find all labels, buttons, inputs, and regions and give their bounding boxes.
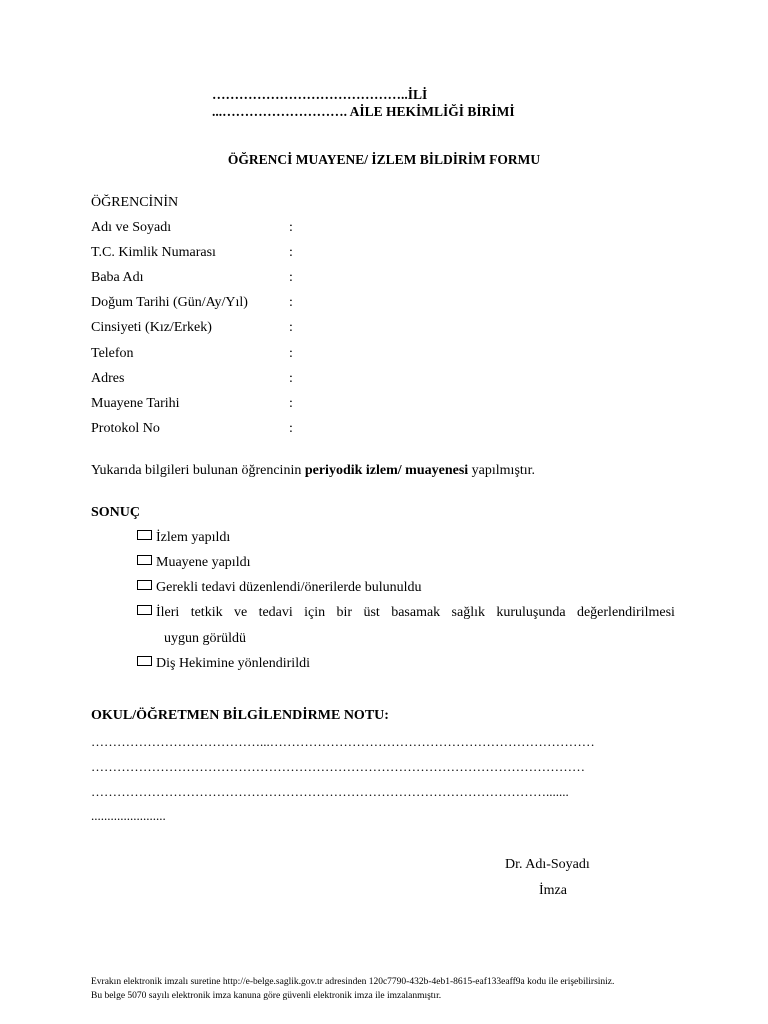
result-heading: SONUÇ (91, 505, 141, 520)
option-word: ve (233, 605, 248, 620)
checkbox-examination[interactable] (137, 555, 152, 565)
student-heading: ÖĞRENCİNİN (91, 195, 179, 210)
option-word: değerlendirilmesi (576, 605, 675, 620)
note-line[interactable]: …………………………………...………………………………………………………………… (91, 734, 595, 749)
field-label-father-name: Baba Adı (91, 270, 144, 285)
option-word: tedavi (258, 605, 293, 620)
option-label: Gerekli tedavi düzenlendi/önerilerde bulunuldu (156, 580, 422, 595)
statement-text-end: yapılmıştır. (468, 463, 536, 478)
field-colon: : (289, 320, 293, 335)
option-monitoring (137, 530, 230, 546)
footer-esignature-note: Bu belge 5070 sayılı elektronik imza kanuna göre güvenli elektronik imza ile imzalanmıştır. (91, 991, 442, 1001)
form-title: ÖĞRENCİ MUAYENE/ İZLEM BİLDİRİM FORMU (227, 152, 541, 167)
option-referral (137, 605, 675, 621)
checkbox-referral[interactable] (137, 605, 152, 615)
field-colon: : (289, 270, 293, 285)
option-referral-first (137, 605, 179, 621)
option-dentist (137, 656, 310, 672)
note-heading: OKUL/ÖĞRETMEN BİLGİLENDİRME NOTU: (91, 708, 389, 723)
checkbox-dentist[interactable] (137, 656, 152, 666)
option-word: İleri (156, 605, 180, 620)
option-word: bir (336, 605, 353, 620)
option-treatment (137, 580, 422, 596)
checkbox-treatment[interactable] (137, 580, 152, 590)
field-colon: : (289, 346, 293, 361)
option-word: sağlık (451, 605, 485, 620)
field-label-birth-date: Doğum Tarihi (Gün/Ay/Yıl) (91, 295, 248, 310)
checkbox-monitoring[interactable] (137, 530, 152, 540)
option-label: Diş Hekimine yönlendirildi (156, 656, 310, 671)
footer-verification-note: Evrakın elektronik imzalı suretine http://e-belge.saglik.gov.tr adresinden 120c7790-432b-4eb1-8615-eaf133eaff9a kodu ile erişebilirsiniz. (91, 977, 615, 987)
field-label-id-number: T.C. Kimlik Numarası (91, 245, 216, 260)
option-referral-continuation: uygun görüldü (164, 631, 247, 646)
field-label-address: Adres (91, 371, 125, 386)
field-label-gender: Cinsiyeti (Kız/Erkek) (91, 320, 212, 335)
note-line[interactable]: ……………………………………………………………………………………………....... (91, 784, 569, 799)
option-word: tetkik (190, 605, 223, 620)
field-colon: : (289, 295, 293, 310)
field-label-name: Adı ve Soyadı (91, 220, 172, 235)
option-word: için (304, 605, 326, 620)
note-line[interactable]: ....................... (91, 808, 166, 823)
field-label-phone: Telefon (91, 346, 134, 361)
option-label: Muayene yapıldı (156, 555, 251, 570)
field-colon: : (289, 396, 293, 411)
family-health-unit-line: ...………………………. AİLE HEKİMLİĞİ BİRİMİ (212, 104, 515, 119)
statement-bold-text: periyodik izlem/ muayenesi (304, 463, 469, 478)
option-examination (137, 555, 250, 571)
exam-statement (91, 463, 535, 479)
province-line: ……………………………………..İLİ (212, 87, 428, 102)
signature-label: İmza (539, 883, 567, 898)
field-label-protocol-no: Protokol No (91, 421, 160, 436)
field-label-exam-date: Muayene Tarihi (91, 396, 180, 411)
note-line[interactable]: …………………………………………………………………………………………………… (91, 759, 585, 774)
field-colon: : (289, 421, 293, 436)
option-word: basamak (391, 605, 441, 620)
field-colon: : (289, 245, 293, 260)
field-colon: : (289, 220, 293, 235)
option-word: üst (363, 605, 380, 620)
field-colon: : (289, 371, 293, 386)
option-word: kuruluşunda (496, 605, 566, 620)
statement-text: Yukarıda bilgileri bulunan öğrencinin (91, 463, 305, 478)
option-label: İzlem yapıldı (156, 530, 231, 545)
doctor-name: Dr. Adı-Soyadı (505, 857, 590, 872)
